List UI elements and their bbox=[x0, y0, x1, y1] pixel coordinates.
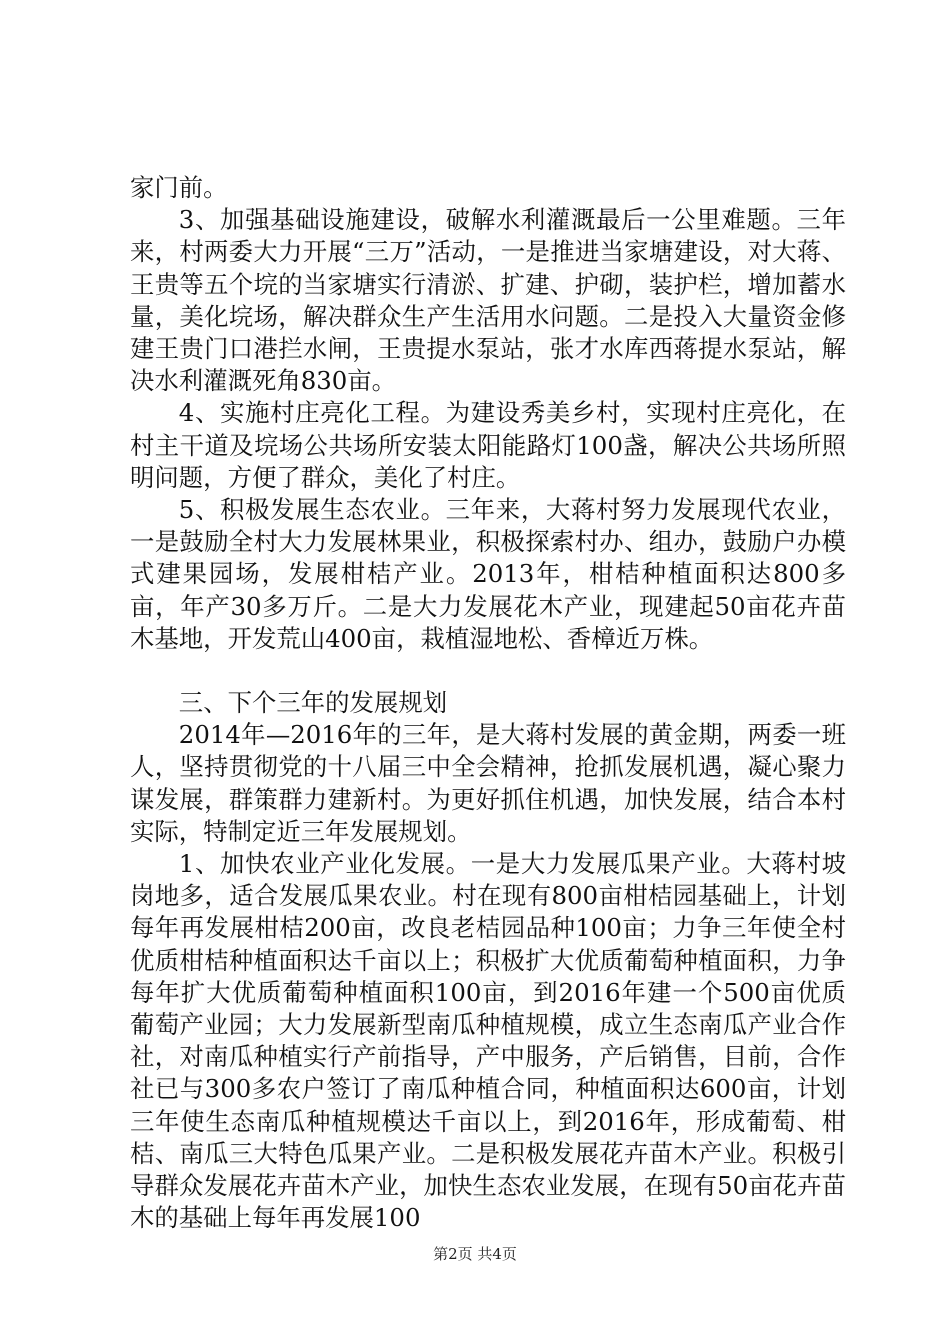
page-footer: 第2页 共4页 bbox=[433, 1245, 517, 1263]
paragraph-continuation: 家门前。 bbox=[130, 173, 228, 202]
paragraph-village-lighting: 4、实施村庄亮化工程。为建设秀美乡村，实现村庄亮化，在村主干道及垸场公共场所安装太阳能路灯100盏，解决公共场所照明问题，方便了群众，美化了村庄。 bbox=[130, 398, 846, 492]
paragraph-ecological-agriculture: 5、积极发展生态农业。三年来，大蒋村努力发展现代农业，一是鼓励全村大力发展林果业，积极探索村办、组办，鼓励户办模式建果园场，发展柑桔产业。2013年，柑桔种植面积达800多亩，年产30多万斤。二是大力发展花木产业，现建起50亩花卉苗木基地，开发荒山400亩，栽植湿地松、香樟近万株。 bbox=[130, 495, 846, 653]
paragraph-spacer bbox=[130, 655, 846, 687]
section-heading-plan: 三、下个三年的发展规划 bbox=[178, 688, 448, 718]
document-body bbox=[130, 172, 846, 1235]
paragraph-plan-intro: 2014年—2016年的三年，是大蒋村发展的黄金期，两委一班人，坚持贯彻党的十八届三中全会精神，抢抓发展机遇，凝心聚力谋发展，群策群力建新村。为更好抓住机遇，加快发展，结合本村实际，特制定近三年发展规划。 bbox=[130, 720, 846, 846]
paragraph-agriculture-industrialization: 1、加快农业产业化发展。一是大力发展瓜果产业。大蒋村坡岗地多，适合发展瓜果农业。村在现有800亩柑桔园基础上，计划每年再发展柑桔200亩，改良老桔园品种100亩；力争三年使全村优质柑桔种植面积达千亩以上；积极扩大优质葡萄种植面积，力争每年扩大优质葡萄种植面积100亩，到2016年建一个500亩优质葡萄产业园；大力发展新型南瓜种植规模，成立生态南瓜产业合作社，对南瓜种植实行产前指导，产中服务，产后销售，目前，合作社已与300多农户签订了南瓜种植合同，种植面积达600亩，计划三年使生态南瓜种植规模达千亩以上，到2016年，形成葡萄、柑桔、南瓜三大特色瓜果产业。二是积极发展花卉苗木产业。积极引导群众发展花卉苗木产业，加快生态农业发展，在现有50亩花卉苗木的基础上每年再发展100 bbox=[130, 849, 846, 1233]
paragraph-infrastructure: 3、加强基础设施建设，破解水利灌溉最后一公里难题。三年来，村两委大力开展“三万”活动，一是推进当家塘建设，对大蒋、王贵等五个垸的当家塘实行清淤、扩建、护砌，装护栏，增加蓄水量，美化垸场，解决群众生产生活用水问题。二是投入大量资金修建王贵门口港拦水闸，王贵提水泵站，张才水库西蒋提水泵站，解决水利灌溉死角830亩。 bbox=[130, 205, 846, 396]
